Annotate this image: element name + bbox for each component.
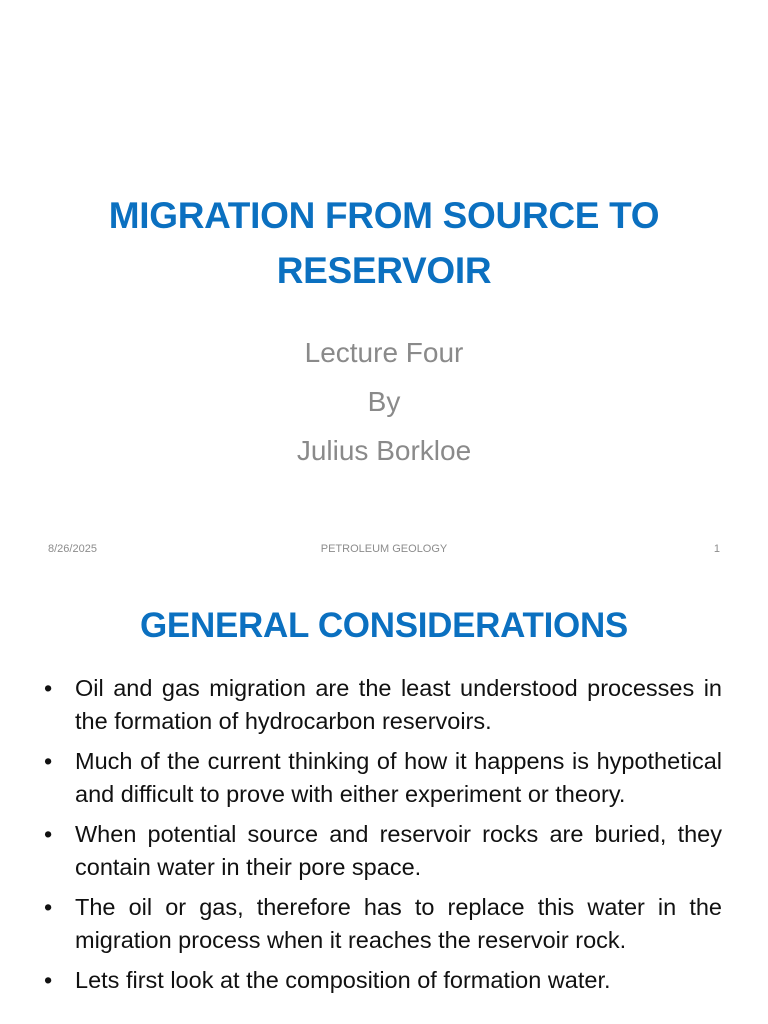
bullet-item (44, 672, 722, 738)
bullet-text: When potential source and reservoir rocks are buried, they contain water in their pore space. (75, 821, 722, 880)
bullet-icon: • (44, 821, 53, 847)
subtitle-line-author: Julius Borkloe (296, 435, 472, 466)
bullet-item (44, 964, 722, 997)
slide-footer (48, 543, 720, 557)
bullet-text: Oil and gas migration are the least understood processes in the formation of hydrocarbon reservoirs. (75, 675, 722, 734)
bullet-icon: • (44, 675, 53, 701)
bullet-text: The oil or gas, therefore has to replace this water in the migration process when it reaches the reservoir rock. (75, 894, 722, 953)
footer-date: 8/26/2025 (48, 543, 97, 555)
bullet-item (44, 818, 722, 884)
slide-2-title: GENERAL CONSIDERATIONS (140, 606, 628, 645)
footer-course-name: PETROLEUM GEOLOGY (320, 543, 448, 555)
bullet-icon: • (44, 967, 53, 993)
subtitle-line-by: By (367, 386, 401, 417)
bullet-icon: • (44, 748, 53, 774)
bullet-icon: • (44, 894, 53, 920)
slide-1-subtitle (0, 330, 768, 477)
slide-2 (0, 576, 768, 1024)
bullet-text: Much of the current thinking of how it happens is hypothetical and difficult to prove with either experiment or theory. (75, 748, 722, 807)
subtitle-line-lecture: Lecture Four (304, 337, 464, 368)
footer-page-number: 1 (713, 543, 720, 555)
bullet-item (44, 891, 722, 957)
bullet-item (44, 745, 722, 811)
bullet-list (44, 672, 722, 1004)
slide-1-title: MIGRATION FROM SOURCE TO RESERVOIR (108, 195, 660, 291)
bullet-text: Lets first look at the composition of formation water. (75, 967, 611, 993)
